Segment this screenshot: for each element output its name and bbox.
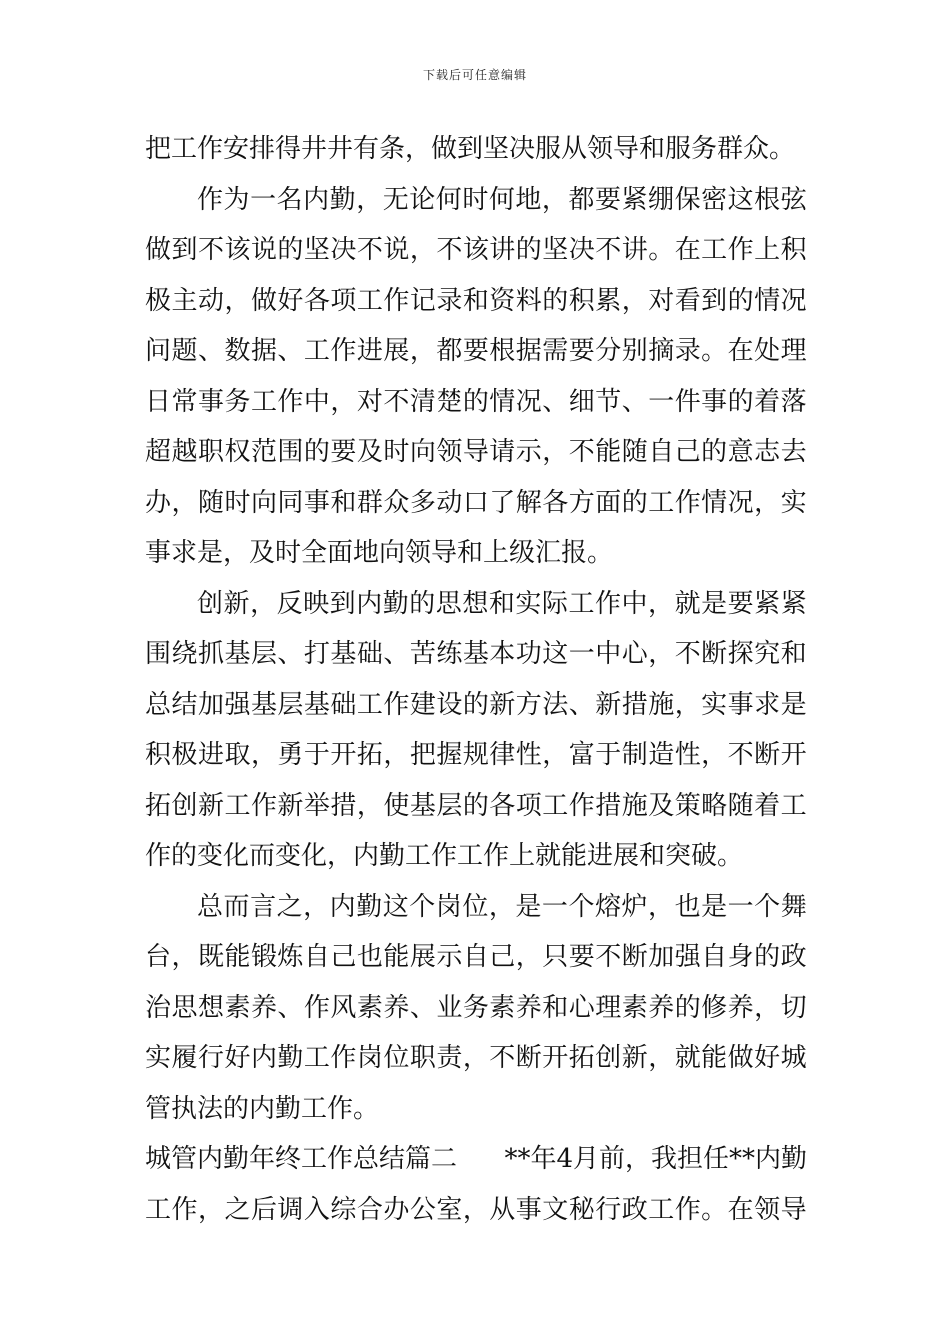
text-segment: **年4月前，我担任**内勤 xyxy=(504,1144,807,1174)
text-line: 总 而 言 之 ， 内 勤 这 个 岗 位 ， 是 一 个 熔 炉 ， 也 是 一 个 舞 xyxy=(197,891,807,922)
text-line: 管执法的内勤工作。 xyxy=(145,1093,380,1124)
text-line xyxy=(145,1134,807,1185)
section-heading: 城管内勤年终工作总结篇二 xyxy=(145,1144,458,1174)
text-line: 总 结 加 强 基 层 基 础 工 作 建 设 的 新 方 法 、 新 措 施 ， 实 事 求 是 xyxy=(145,689,807,720)
text-line: 作 为 一 名 内 勤 ， 无 论 何 时 何 地 ， 都 要 紧 绷 保 密 这 根 弦 xyxy=(197,184,807,215)
text-line: 超 越 职 权 范 围 的 要 及 时 向 领 导 请 示 ， 不 能 随 自 己 的 意 志 去 xyxy=(145,437,807,467)
text-line: 实 履 行 好 内 勤 工 作 岗 位 职 责 ， 不 断 开 拓 创 新 ， 就 能 做 好 城 xyxy=(145,1043,807,1073)
text-line: 作的变化而变化，内勤工作工作上就能进展和突破。 xyxy=(145,841,744,871)
text-line: 拓 创 新 工 作 新 举 措 ， 使 基 层 的 各 项 工 作 措 施 及 策 略 随 着 工 xyxy=(145,790,807,821)
text-line: 办 ， 随 时 向 同 事 和 群 众 多 动 口 了 解 各 方 面 的 工 作 情 况 ， 实 xyxy=(145,487,807,518)
page-header: 下载后可任意编辑 xyxy=(422,68,527,82)
text-line: 极 主 动 ， 做 好 各 项 工 作 记 录 和 资 料 的 积 累 ， 对 看 到 的 情 况 xyxy=(145,285,807,316)
text-line: 做 到 不 该 说 的 坚 决 不 说 ， 不 该 讲 的 坚 决 不 讲 。 在 工 作 上 积 xyxy=(145,235,807,265)
text-line: 问 题 、 数 据 、 工 作 进 展 ， 都 要 根 据 需 要 分 别 摘 录 。 在 处 理 xyxy=(145,336,807,366)
text-line: 积 极 进 取 ， 勇 于 开 拓 ， 把 握 规 律 性 ， 富 于 制 造 性 ， 不 断 开 xyxy=(145,740,807,770)
text-line: 工 作 ， 之 后 调 入 综 合 办 公 室 ， 从 事 文 秘 行 政 工 作 。 在 领 导 xyxy=(145,1194,807,1225)
text-line: 创 新 ， 反 映 到 内 勤 的 思 想 和 实 际 工 作 中 ， 就 是 要 紧 紧 xyxy=(197,588,807,619)
text-line: 台 ， 既 能 锻 炼 自 己 也 能 展 示 自 己 ， 只 要 不 断 加 强 自 身 的 政 xyxy=(145,942,807,972)
text-line: 围 绕 抓 基 层 、 打 基 础 、 苦 练 基 本 功 这 一 中 心 ， 不 断 探 究 和 xyxy=(145,639,807,669)
text-line: 把工作安排得井井有条，做到坚决服从领导和服务群众。 xyxy=(145,134,796,164)
text-line: 事求是，及时全面地向领导和上级汇报。 xyxy=(145,538,614,568)
text-line: 日 常 事 务 工 作 中 ， 对 不 清 楚 的 情 况 、 细 节 、 一 件 事 的 着 落 xyxy=(145,386,807,417)
text-line: 治 思 想 素 养 、 作 风 素 养 、 业 务 素 养 和 心 理 素 养 的 修 养 ， 切 xyxy=(145,992,807,1023)
document-body xyxy=(145,124,807,1235)
